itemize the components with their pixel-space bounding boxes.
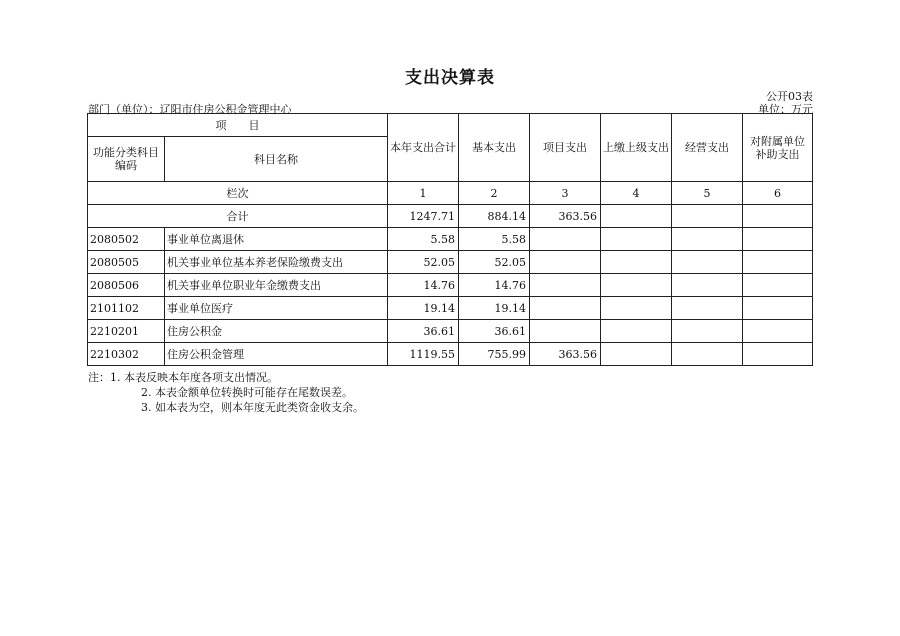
value-cell bbox=[530, 251, 601, 274]
level-cell: 1 bbox=[388, 182, 459, 205]
expenditure-table bbox=[87, 113, 813, 366]
func-code-cell: 2101102 bbox=[88, 297, 165, 320]
value-cell bbox=[743, 274, 813, 297]
table-notes bbox=[88, 370, 364, 415]
value-cell: 52.05 bbox=[459, 251, 530, 274]
unit-label: 单位：万元 bbox=[758, 103, 813, 116]
value-cell: 363.56 bbox=[530, 343, 601, 366]
value-cell: 19.14 bbox=[459, 297, 530, 320]
value-cell bbox=[601, 274, 672, 297]
total-row bbox=[88, 205, 813, 228]
subject-name-header: 科目名称 bbox=[165, 137, 388, 182]
table-row bbox=[88, 297, 813, 320]
func-code-cell: 2210201 bbox=[88, 320, 165, 343]
level-cell: 6 bbox=[743, 182, 813, 205]
level-cell: 5 bbox=[672, 182, 743, 205]
func-code-header: 功能分类科目编码 bbox=[88, 137, 165, 182]
value-cell: 52.05 bbox=[388, 251, 459, 274]
value-cell bbox=[672, 228, 743, 251]
value-cell bbox=[672, 320, 743, 343]
value-cell bbox=[672, 251, 743, 274]
value-cell: 884.14 bbox=[459, 205, 530, 228]
col-header-subsidy: 对附属单位补助支出 bbox=[743, 114, 813, 182]
value-cell bbox=[530, 274, 601, 297]
total-label: 合计 bbox=[88, 205, 388, 228]
value-cell: 19.14 bbox=[388, 297, 459, 320]
value-cell bbox=[530, 297, 601, 320]
value-cell: 363.56 bbox=[530, 205, 601, 228]
value-cell bbox=[743, 228, 813, 251]
value-cell: 14.76 bbox=[388, 274, 459, 297]
value-cell: 755.99 bbox=[459, 343, 530, 366]
value-cell bbox=[530, 320, 601, 343]
value-cell bbox=[601, 343, 672, 366]
value-cell bbox=[672, 343, 743, 366]
value-cell: 14.76 bbox=[459, 274, 530, 297]
value-cell bbox=[601, 228, 672, 251]
col-header-project: 项目支出 bbox=[530, 114, 601, 182]
department-label: 部门（单位）：辽阳市住房公积金管理中心 bbox=[88, 103, 292, 116]
level-cell: 2 bbox=[459, 182, 530, 205]
value-cell bbox=[530, 228, 601, 251]
value-cell bbox=[743, 297, 813, 320]
value-cell: 5.58 bbox=[459, 228, 530, 251]
table-row bbox=[88, 343, 813, 366]
table-row bbox=[88, 251, 813, 274]
col-header-operating: 经营支出 bbox=[672, 114, 743, 182]
value-cell bbox=[601, 297, 672, 320]
value-cell bbox=[601, 320, 672, 343]
note-line: 注：1. 本表反映本年度各项支出情况。 bbox=[88, 371, 278, 384]
value-cell: 36.61 bbox=[459, 320, 530, 343]
func-code-cell: 2080505 bbox=[88, 251, 165, 274]
note-line: 3. 如本表为空，则本年度无此类资金收支余。 bbox=[141, 401, 364, 414]
value-cell bbox=[672, 274, 743, 297]
func-code-cell: 2210302 bbox=[88, 343, 165, 366]
subject-name-cell: 住房公积金管理 bbox=[165, 343, 388, 366]
col-header-remit-superior: 上缴上级支出 bbox=[601, 114, 672, 182]
value-cell bbox=[743, 343, 813, 366]
col-header-total: 本年支出合计 bbox=[388, 114, 459, 182]
value-cell: 1119.55 bbox=[388, 343, 459, 366]
form-code: 公开03表 bbox=[766, 90, 813, 103]
value-cell bbox=[672, 297, 743, 320]
subject-name-cell: 事业单位离退休 bbox=[165, 228, 388, 251]
table-row bbox=[88, 320, 813, 343]
table-row bbox=[88, 274, 813, 297]
value-cell: 5.58 bbox=[388, 228, 459, 251]
value-cell: 1247.71 bbox=[388, 205, 459, 228]
project-header: 项 目 bbox=[88, 114, 388, 137]
value-cell: 36.61 bbox=[388, 320, 459, 343]
value-cell bbox=[601, 251, 672, 274]
table-row bbox=[88, 228, 813, 251]
subject-name-cell: 机关事业单位职业年金缴费支出 bbox=[165, 274, 388, 297]
value-cell bbox=[601, 205, 672, 228]
value-cell bbox=[743, 205, 813, 228]
value-cell bbox=[743, 251, 813, 274]
func-code-cell: 2080502 bbox=[88, 228, 165, 251]
col-header-basic: 基本支出 bbox=[459, 114, 530, 182]
value-cell bbox=[672, 205, 743, 228]
value-cell bbox=[743, 320, 813, 343]
func-code-cell: 2080506 bbox=[88, 274, 165, 297]
level-cell: 3 bbox=[530, 182, 601, 205]
subject-name-cell: 住房公积金 bbox=[165, 320, 388, 343]
level-cell: 4 bbox=[601, 182, 672, 205]
note-line: 2. 本表金额单位转换时可能存在尾数误差。 bbox=[141, 386, 353, 399]
subject-name-cell: 事业单位医疗 bbox=[165, 297, 388, 320]
table-title: 支出决算表 bbox=[405, 68, 495, 88]
levels-label: 栏次 bbox=[88, 182, 388, 205]
subject-name-cell: 机关事业单位基本养老保险缴费支出 bbox=[165, 251, 388, 274]
levels-row bbox=[88, 182, 813, 205]
